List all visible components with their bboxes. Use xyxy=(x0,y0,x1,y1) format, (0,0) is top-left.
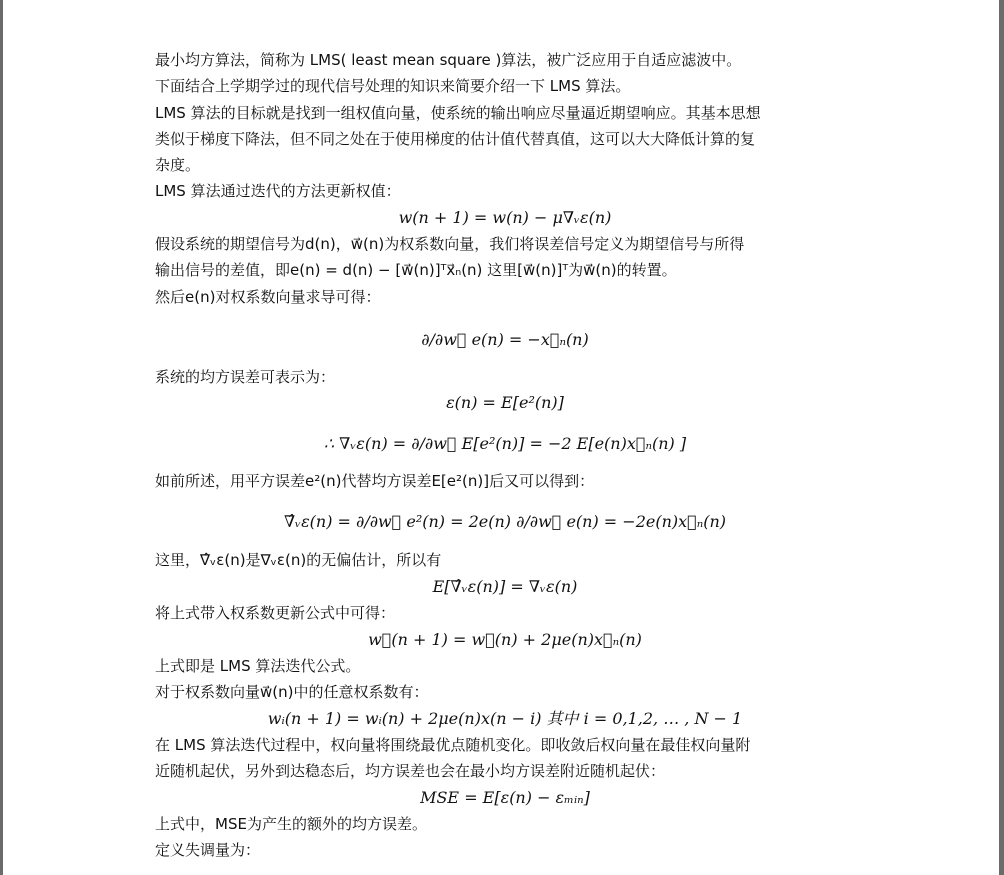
window-left-edge xyxy=(0,0,3,875)
paragraph-line: 杂度。 xyxy=(155,156,201,174)
equation-weight-update: w(n + 1) = w(n) − μ∇ᵥε(n) xyxy=(398,208,612,227)
paragraph-line: 假设系统的期望信号为d(n)，w⃗(n)为权系数向量，我们将误差信号定义为期望信号与所得 xyxy=(155,235,745,253)
equation-gradient-estimate: ∇̂ᵥε(n) = ∂/∂w⃗ e²(n) = 2e(n) ∂/∂w⃗ e(n) = −2e(n)x⃗ₙ(n) xyxy=(283,512,727,531)
equation-component-update: wᵢ(n + 1) = wᵢ(n) + 2μe(n)x(n − i) 其中 i = 0,1,2, … , N − 1 xyxy=(267,709,743,728)
paragraph-line: 然后e(n)对权系数向量求导可得： xyxy=(155,288,381,306)
paragraph-line: LMS 算法通过迭代的方法更新权值： xyxy=(155,182,401,200)
equation-derivative-error: ∂/∂w⃗ e(n) = −x⃗ₙ(n) xyxy=(421,330,589,349)
paragraph-line: 定义失调量为： xyxy=(155,841,261,859)
equation-excess-mse: MSE = E[ε(n) − εₘᵢₙ] xyxy=(420,788,590,807)
paragraph-line: 上式中，MSE为产生的额外的均方误差。 xyxy=(155,815,427,833)
equation-gradient: ∴ ∇ᵥε(n) = ∂/∂w⃗ E[e²(n)] = −2 E[e(n)x⃗ₙ(n) ] xyxy=(323,434,687,453)
paragraph-line: 这里，∇̂ᵥε(n)是∇ᵥε(n)的无偏估计，所以有 xyxy=(155,551,442,569)
paragraph-line: 在 LMS 算法迭代过程中，权向量将围绕最优点随机变化。即收敛后权向量在最佳权向量附 xyxy=(155,736,751,754)
paragraph-line: 对于权系数向量w⃗(n)中的任意权系数有： xyxy=(155,683,429,701)
equation-unbiased: E[∇̂ᵥε(n)] = ∇ᵥε(n) xyxy=(432,577,578,596)
paragraph-line: 类似于梯度下降法，但不同之处在于使用梯度的估计值代替真值，这可以大大降低计算的复 xyxy=(155,130,756,148)
paragraph-line: LMS 算法的目标就是找到一组权值向量，使系统的输出响应尽量逼近期望响应。其基本思想 xyxy=(155,104,761,122)
paragraph-line: 下面结合上学期学过的现代信号处理的知识来简要介绍一下 LMS 算法。 xyxy=(155,77,631,95)
equation-mse: ε(n) = E[e²(n)] xyxy=(446,393,564,412)
window-right-edge xyxy=(999,0,1004,875)
paragraph-line: 近随机起伏，另外到达稳态后，均方误差也会在最小均方误差附近随机起伏： xyxy=(155,762,666,780)
paragraph-line: 如前所述，用平方误差e²(n)代替均方误差E[e²(n)]后又可以得到： xyxy=(155,472,595,490)
paragraph-line: 输出信号的差值，即e(n) = d(n) − [w⃗(n)]ᵀx⃗ₙ(n) 这里[w⃗(n)]ᵀ为w⃗(n)的转置。 xyxy=(155,261,677,279)
paragraph-line: 将上式带入权系数更新公式中可得： xyxy=(155,604,396,622)
paragraph-line: 最小均方算法，简称为 LMS( least mean square )算法，被广泛应用于自适应滤波中。 xyxy=(155,51,742,69)
equation-lms-iteration: w⃗(n + 1) = w⃗(n) + 2μe(n)x⃗ₙ(n) xyxy=(368,630,642,649)
paragraph-line: 上式即是 LMS 算法迭代公式。 xyxy=(155,657,361,675)
paragraph-line: 系统的均方误差可表示为： xyxy=(155,368,336,386)
